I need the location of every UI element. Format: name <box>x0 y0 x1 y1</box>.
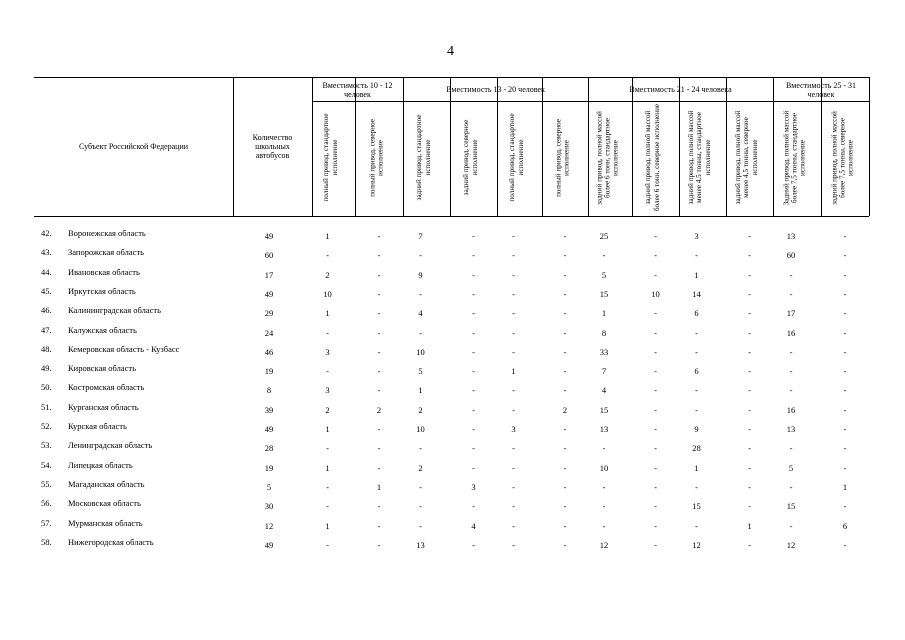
table-cell: 13 <box>786 424 796 434</box>
page-number: 4 <box>447 44 454 59</box>
table-cell: 1 <box>418 385 423 396</box>
table-cell: - <box>789 481 793 492</box>
table-cell: 5 <box>788 462 794 473</box>
table-cell: - <box>748 404 751 415</box>
table-cell: 2 <box>418 462 423 473</box>
region-name: Липецкая область <box>68 459 133 470</box>
row-number: 55. <box>41 478 52 489</box>
table-cell: 13 <box>786 231 796 241</box>
table-cell: - <box>419 288 422 299</box>
region-name: Иркутская область <box>68 285 136 296</box>
table-cell: 6 <box>694 308 699 319</box>
table-cell: - <box>695 327 698 338</box>
table-cell: - <box>748 385 751 396</box>
table-cell: - <box>512 385 515 396</box>
row-number: 44. <box>41 266 52 277</box>
table-cell: - <box>326 501 329 512</box>
table-cell: - <box>654 385 657 396</box>
table-cell: - <box>654 404 657 415</box>
table-cell: - <box>512 462 515 473</box>
table-cell: - <box>512 231 515 241</box>
table-cell: - <box>377 520 381 531</box>
table-cell: - <box>789 346 793 357</box>
table-cell: - <box>789 366 793 377</box>
table-cell: - <box>512 520 515 531</box>
table-cell: - <box>789 385 793 396</box>
header-column-divider <box>869 77 870 216</box>
table-cell: 2 <box>418 404 423 415</box>
table-cell: - <box>748 231 751 241</box>
table-cell: 13 <box>599 424 609 434</box>
bus-count: 30 <box>264 501 274 512</box>
table-cell: 1 <box>747 520 752 531</box>
table-cell: - <box>377 443 381 454</box>
region-name: Нижегородская область <box>68 536 154 547</box>
table-cell: - <box>748 250 751 261</box>
table-cell: 16 <box>786 404 796 415</box>
table-cell: 12 <box>599 539 609 550</box>
table-cell: - <box>377 269 381 280</box>
table-cell: 3 <box>511 424 516 434</box>
table-cell: - <box>748 366 751 377</box>
table-cell: 12 <box>692 539 701 550</box>
table-cell: - <box>843 385 847 396</box>
table-cell: - <box>563 250 567 261</box>
table-cell: - <box>695 385 698 396</box>
table-cell: - <box>512 481 515 492</box>
subcolumn-header: полный привод, стандартное исполнение <box>322 113 339 202</box>
table-cell: - <box>563 327 567 338</box>
table-cell: - <box>377 424 381 434</box>
table-cell: - <box>377 231 381 241</box>
table-cell: - <box>472 443 475 454</box>
region-name: Калужская область <box>68 324 137 335</box>
table-cell: - <box>748 288 751 299</box>
table-cell: 2 <box>376 404 382 415</box>
region-name: Мурманская область <box>68 517 143 528</box>
row-number: 57. <box>41 517 52 528</box>
capacity-group-header: Вместимость 13 - 20 человек <box>446 85 545 94</box>
table-cell: 1 <box>511 366 516 377</box>
subcolumn-header: задний привод, стандартное исполнение <box>415 114 432 201</box>
table-cell: 7 <box>418 231 423 241</box>
table-cell: 12 <box>786 539 796 550</box>
table-cell: 3 <box>471 481 476 492</box>
table-cell: - <box>654 481 657 492</box>
table-cell: - <box>326 539 329 550</box>
table-cell: - <box>654 462 657 473</box>
region-name: Московская область <box>68 498 141 509</box>
table-cell: - <box>419 501 422 512</box>
table-cell: - <box>843 462 847 473</box>
table-cell: 6 <box>842 520 848 531</box>
table-cell: 1 <box>325 462 330 473</box>
table-cell: - <box>512 539 515 550</box>
region-name: Курганская область <box>68 401 139 412</box>
table-cell: - <box>472 288 475 299</box>
table-cell: - <box>748 327 751 338</box>
table-cell: - <box>563 346 567 357</box>
table-cell: - <box>602 250 606 261</box>
table-cell: - <box>563 481 567 492</box>
table-cell: - <box>654 520 657 531</box>
table-cell: - <box>472 231 475 241</box>
table-cell: - <box>602 443 606 454</box>
table-cell: - <box>472 366 475 377</box>
table-cell: 14 <box>692 288 701 299</box>
bus-count: 29 <box>264 308 274 319</box>
table-cell: 33 <box>599 346 609 357</box>
row-number: 46. <box>41 305 52 316</box>
table-cell: - <box>695 520 698 531</box>
subcolumn-header: задний привод, полной массой менее 4,5 тонны, стандартное исполнение <box>687 110 712 205</box>
table-cell: - <box>472 269 475 280</box>
table-cell: 16 <box>786 327 796 338</box>
capacity-group-header: Вместимость 25 - 31 человек <box>785 80 857 99</box>
table-cell: - <box>512 288 515 299</box>
table-cell: 5 <box>601 269 607 280</box>
region-name: Костромская область <box>68 382 145 393</box>
table-cell: - <box>654 327 657 338</box>
table-cell: - <box>472 539 475 550</box>
table-cell: - <box>377 346 381 357</box>
bus-count: 19 <box>264 462 274 473</box>
bus-count: 49 <box>264 288 274 299</box>
subcolumn-header: задний привод, полной массой более 6 тонн, северное исполнение <box>644 103 661 212</box>
table-cell: - <box>512 346 515 357</box>
table-cell: 1 <box>694 269 699 280</box>
table-cell: - <box>843 308 847 319</box>
table-cell: - <box>843 269 847 280</box>
table-cell: 15 <box>786 501 796 512</box>
table-cell: - <box>654 308 657 319</box>
row-number: 42. <box>41 228 52 238</box>
table-cell: - <box>377 385 381 396</box>
table-cell: - <box>326 366 329 377</box>
table-cell: 10 <box>651 288 660 299</box>
table-cell: - <box>563 288 567 299</box>
table-cell: - <box>748 269 751 280</box>
table-cell: - <box>377 250 381 261</box>
table-cell: 5 <box>418 366 423 377</box>
table-cell: - <box>695 404 698 415</box>
table-cell: 10 <box>416 346 425 357</box>
bus-count: 5 <box>266 481 272 492</box>
table-cell: - <box>843 404 847 415</box>
bus-count: 12 <box>264 520 274 531</box>
subcolumn-header: задний привод, полной массой менее 4,5 тонны, северное исполнение <box>734 110 759 205</box>
table-cell: - <box>654 539 657 550</box>
table-cell: - <box>472 250 475 261</box>
bus-count: 8 <box>266 385 272 396</box>
table-cell: 10 <box>416 424 425 434</box>
table-cell: - <box>512 308 515 319</box>
table-cell: 1 <box>325 231 330 241</box>
table-cell: - <box>843 424 847 434</box>
table-cell: - <box>748 443 751 454</box>
count-header: Количество школьных автобусов <box>252 133 293 160</box>
bus-count: 39 <box>264 404 274 415</box>
table-cell: - <box>843 501 847 512</box>
table-cell: - <box>843 539 847 550</box>
row-number: 56. <box>41 498 52 509</box>
table-cell: - <box>654 346 657 357</box>
table-cell: 17 <box>786 308 796 319</box>
table-cell: - <box>748 346 751 357</box>
table-cell: - <box>563 231 567 241</box>
table-cell: - <box>512 269 515 280</box>
table-cell: 9 <box>694 424 699 434</box>
table-cell: - <box>654 250 657 261</box>
bus-count: 19 <box>264 366 274 377</box>
table-cell: - <box>563 269 567 280</box>
subcolumn-header: задний привод, полной массой более 6 тонн, стандартное исполнение <box>594 110 620 205</box>
table-cell: - <box>843 250 847 261</box>
table-cell: 8 <box>601 327 607 338</box>
table-cell: - <box>377 539 381 550</box>
capacity-group-header: Вместимость 10 - 12 человек <box>322 80 393 99</box>
table-cell: 3 <box>325 346 330 357</box>
table-cell: - <box>472 501 475 512</box>
table-cell: 13 <box>416 539 425 550</box>
region-name: Воронежская область <box>68 228 146 238</box>
subcolumn-header: полный привод, северное исполнение <box>367 118 384 197</box>
table-cell: 4 <box>418 308 423 319</box>
table-cell: - <box>326 443 329 454</box>
table-cell: - <box>748 481 751 492</box>
region-name: Ленинградская область <box>68 440 153 451</box>
table-cell: - <box>472 308 475 319</box>
table-cell: - <box>602 501 606 512</box>
table-cell: - <box>326 250 329 261</box>
bus-count: 49 <box>264 424 274 434</box>
table-cell: - <box>563 520 567 531</box>
table-cell: - <box>789 288 793 299</box>
row-number: 53. <box>41 440 52 451</box>
region-name: Запорожская область <box>68 247 145 258</box>
table-cell: - <box>654 443 657 454</box>
table-cell: - <box>377 462 381 473</box>
table-cell: - <box>512 443 515 454</box>
table-cell: - <box>843 443 847 454</box>
table-cell: - <box>843 288 847 299</box>
table-cell: - <box>654 501 657 512</box>
table-cell: - <box>563 366 567 377</box>
table-cell: - <box>563 385 567 396</box>
table-cell: - <box>789 520 793 531</box>
table-cell: 4 <box>601 385 607 396</box>
bus-count: 60 <box>264 250 274 261</box>
table-cell: - <box>377 366 381 377</box>
row-number: 47. <box>41 324 52 335</box>
table-cell: - <box>563 462 567 473</box>
region-name: Курская область <box>68 421 127 431</box>
table-cell: - <box>654 424 657 434</box>
table-cell: - <box>789 443 793 454</box>
table-cell: - <box>472 385 475 396</box>
table-cell: - <box>377 501 381 512</box>
subcolumn-header: Задний привод, полной массой более 7,5 тонны, стандартное исполнение <box>781 110 807 205</box>
table-cell: - <box>472 462 475 473</box>
header-bottom-border <box>34 216 869 217</box>
table-cell: 2 <box>562 404 568 415</box>
row-number: 51. <box>41 401 52 412</box>
table-cell: - <box>654 366 657 377</box>
table-cell: 6 <box>694 366 699 377</box>
table-cell: 60 <box>786 250 796 261</box>
table-cell: 4 <box>471 520 476 531</box>
table-cell: - <box>377 308 381 319</box>
subcolumn-header: задний привод, полной массой более 7,5 тонны, северное исполнение <box>829 110 855 205</box>
table-cell: - <box>843 366 847 377</box>
row-number: 43. <box>41 247 52 258</box>
table-cell: - <box>563 539 567 550</box>
bus-count: 46 <box>264 346 274 357</box>
table-cell: - <box>602 481 606 492</box>
region-name: Магаданская область <box>68 478 145 489</box>
table-cell: 1 <box>842 481 848 492</box>
bus-count: 17 <box>264 269 274 280</box>
table-cell: - <box>563 501 567 512</box>
table-cell: - <box>748 424 751 434</box>
bus-count: 49 <box>264 539 274 550</box>
row-number: 49. <box>41 363 52 374</box>
table-cell: - <box>419 520 422 531</box>
table-cell: 2 <box>325 269 330 280</box>
table-cell: - <box>419 443 422 454</box>
bus-count: 24 <box>264 327 274 338</box>
table-cell: 10 <box>323 288 332 299</box>
table-cell: 15 <box>599 404 609 415</box>
table-cell: - <box>843 231 847 241</box>
table-cell: - <box>419 327 422 338</box>
table-cell: - <box>377 288 381 299</box>
table-cell: 28 <box>692 443 701 454</box>
region-name: Кемеровская область - Кузбасс <box>68 343 180 354</box>
subcolumn-header: задний привод, северное исполнение <box>462 119 479 196</box>
table-cell: - <box>512 327 515 338</box>
table-cell: 15 <box>599 288 609 299</box>
table-cell: 9 <box>418 269 423 280</box>
table-cell: - <box>695 250 698 261</box>
table-cell: - <box>472 327 475 338</box>
table-cell: 10 <box>599 462 609 473</box>
table-cell: - <box>472 424 475 434</box>
table-cell: - <box>748 308 751 319</box>
table-cell: 3 <box>694 231 699 241</box>
table-cell: - <box>563 443 567 454</box>
table-cell: - <box>419 250 422 261</box>
row-number: 50. <box>41 382 52 393</box>
row-number: 48. <box>41 343 52 354</box>
subcolumn-header: полный привод, стандартное исполнение <box>508 113 525 202</box>
table-cell: - <box>563 308 567 319</box>
table-cell: - <box>377 327 381 338</box>
row-number: 54. <box>41 459 52 470</box>
table-cell: - <box>654 231 657 241</box>
subcolumn-header: полный привод, северное исполнение <box>553 118 570 197</box>
table-cell: 1 <box>325 308 330 319</box>
table-cell: 7 <box>601 366 607 377</box>
table-cell: 1 <box>694 462 699 473</box>
table-cell: - <box>843 327 847 338</box>
subject-header: Субъект Российской Федерации <box>78 142 189 151</box>
table-cell: - <box>512 250 515 261</box>
region-name: Ивановская область <box>68 266 140 277</box>
table-cell: - <box>563 424 567 434</box>
table-cell: - <box>748 539 751 550</box>
table-cell: - <box>843 346 847 357</box>
table-cell: - <box>695 481 698 492</box>
bus-count: 28 <box>264 443 274 454</box>
group-header-divider <box>312 101 869 102</box>
table-cell: - <box>326 327 329 338</box>
table-cell: 1 <box>376 481 382 492</box>
table-cell: 1 <box>325 424 330 434</box>
table-cell: 15 <box>692 501 701 512</box>
row-number: 52. <box>41 421 52 431</box>
table-cell: 1 <box>601 308 607 319</box>
table-cell: 1 <box>325 520 330 531</box>
table-cell: 25 <box>599 231 609 241</box>
region-name: Кировская область <box>68 363 137 374</box>
table-cell: - <box>748 462 751 473</box>
table-cell: - <box>512 404 515 415</box>
table-cell: 2 <box>325 404 330 415</box>
capacity-group-header: Вместимость 21 - 24 человека <box>629 85 732 94</box>
table-cell: - <box>748 501 751 512</box>
table-cell: - <box>789 269 793 280</box>
row-number: 58. <box>41 536 52 547</box>
table-cell: - <box>512 501 515 512</box>
table-cell: - <box>419 481 422 492</box>
table-cell: - <box>472 404 475 415</box>
table-cell: 3 <box>325 385 330 396</box>
region-name: Калининградская область <box>68 305 161 316</box>
bus-count: 49 <box>264 231 274 241</box>
table-cell: - <box>326 481 329 492</box>
row-number: 45. <box>41 285 52 296</box>
table-cell: - <box>654 269 657 280</box>
table-cell: - <box>695 346 698 357</box>
table-cell: - <box>602 520 606 531</box>
table-cell: - <box>472 346 475 357</box>
